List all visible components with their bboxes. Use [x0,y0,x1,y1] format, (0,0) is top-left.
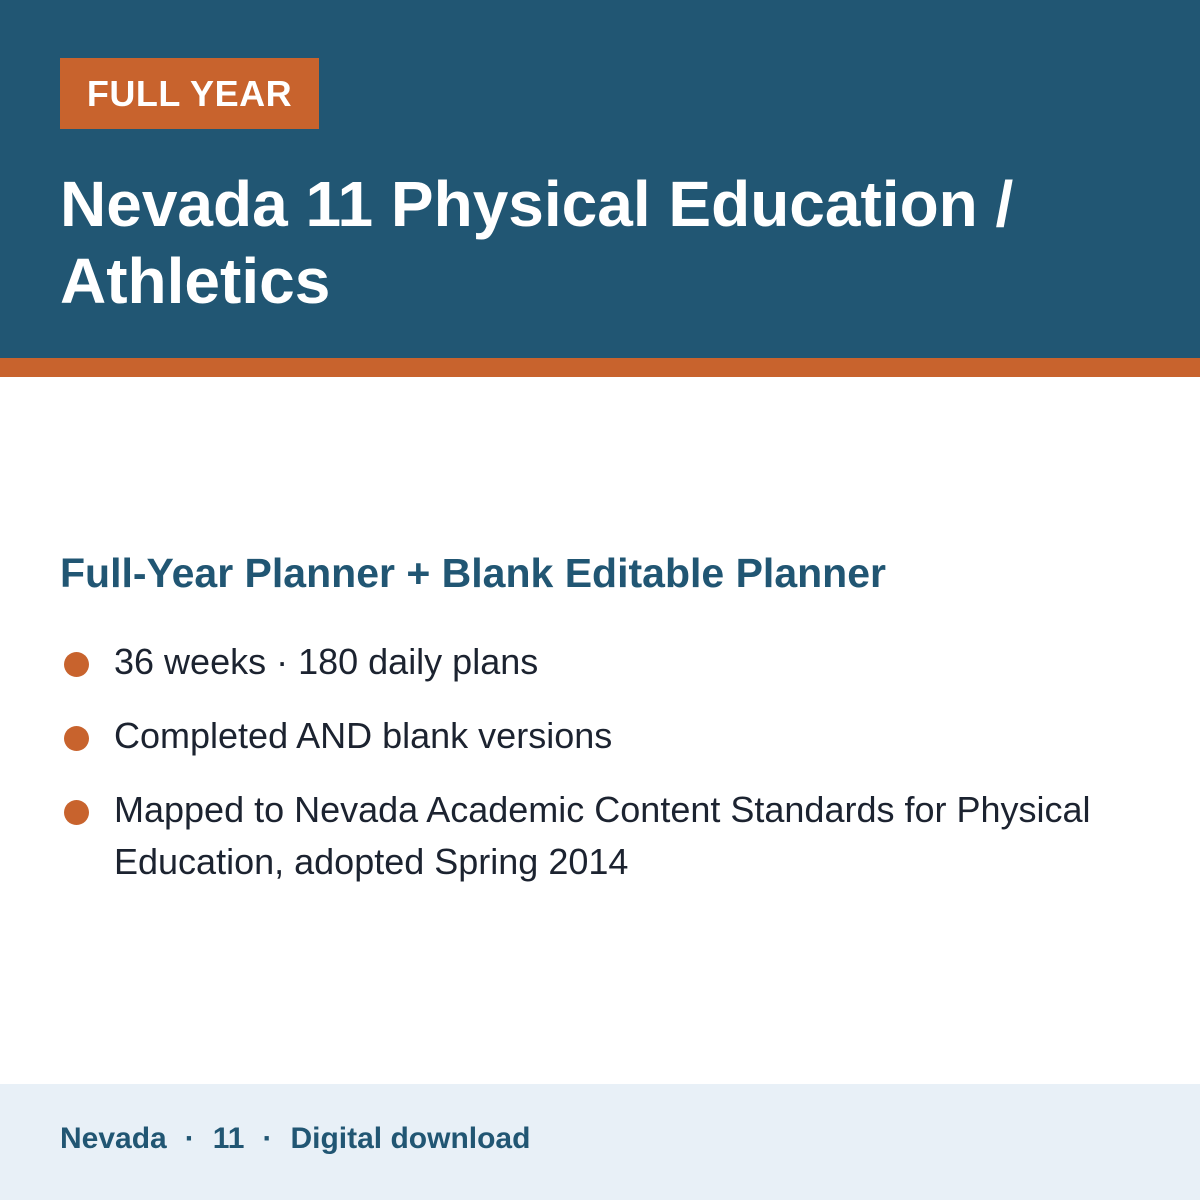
feature-text: 36 weeks · 180 daily plans [114,641,539,682]
footer-state: Nevada [60,1122,167,1155]
full-year-badge: FULL YEAR [60,58,319,129]
feature-item [60,710,1140,762]
page-title: Nevada 11 Physical Education / Athletics [60,168,1014,317]
bullet-dot-icon [64,726,89,751]
product-subtitle: Full-Year Planner + Blank Editable Planner [60,550,886,596]
accent-divider [0,358,1200,377]
bullet-dot-icon [64,800,89,825]
feature-text: Mapped to Nevada Academic Content Standards for Physical Education, adopted Spring 2014 [114,789,1091,882]
footer-separator: · [262,1122,273,1155]
footer-grade: 11 [212,1122,245,1155]
footer-meta [60,1119,530,1159]
feature-list [60,636,1140,910]
footer-separator: · [184,1122,195,1155]
feature-item [60,784,1140,888]
bullet-dot-icon [64,652,89,677]
feature-text: Completed AND blank versions [114,715,613,756]
footer-format: Digital download [290,1122,531,1155]
feature-item [60,636,1140,688]
